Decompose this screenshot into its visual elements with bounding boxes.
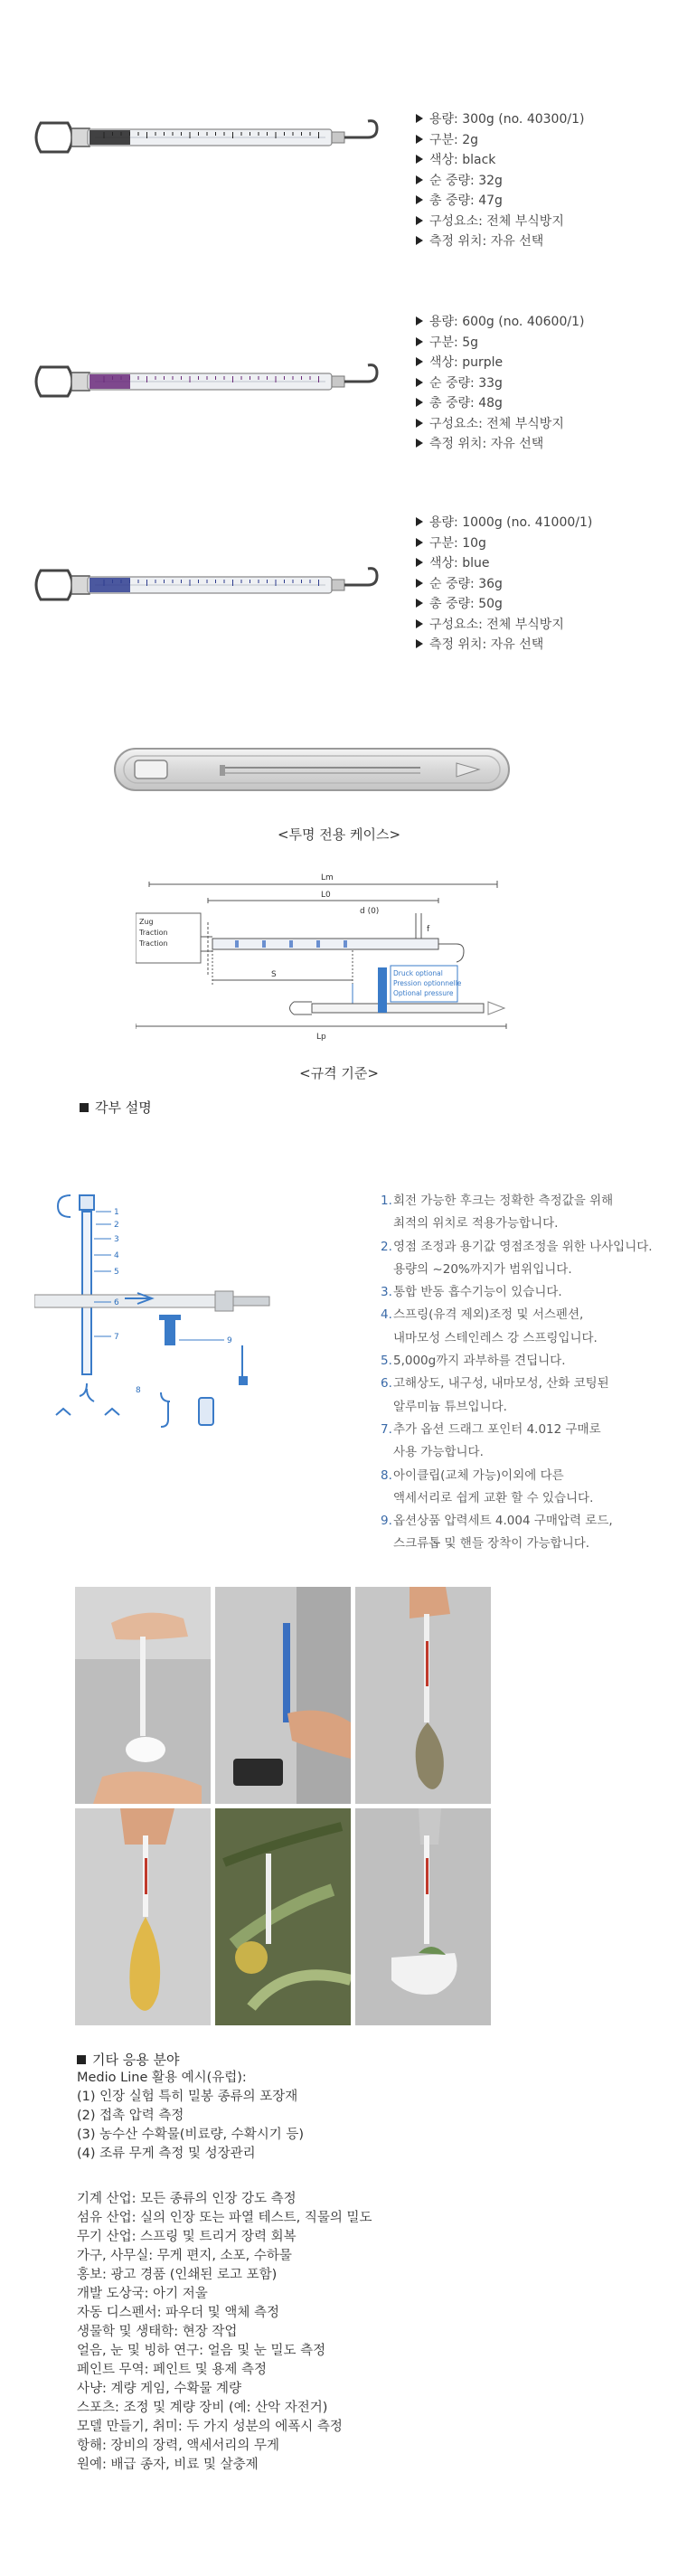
spec-list-300g	[416, 109, 584, 252]
application-item: 원예: 배급 종자, 비료 및 살충제	[77, 2458, 259, 2472]
bullet-triangle-icon	[416, 419, 423, 428]
spec-text: 구성요소: 전체 부식방지	[429, 617, 564, 632]
part-description-line	[381, 1373, 653, 1395]
bullet-triangle-icon	[416, 517, 423, 526]
parts-description-list	[381, 1190, 653, 1556]
spec-text: 구성요소: 전체 부식방지	[429, 213, 564, 229]
bullet-triangle-icon	[416, 558, 423, 567]
spec-text: 구분: 2g	[429, 132, 479, 147]
scale-illustration-600g	[32, 354, 402, 409]
bullet-triangle-icon	[416, 337, 423, 346]
spec-text: 구성요소: 전체 부식방지	[429, 416, 564, 431]
zug-label-3: Traction	[139, 939, 168, 948]
l0-label: L0	[321, 891, 331, 900]
part-description-line	[381, 1510, 653, 1533]
spec-item	[416, 635, 592, 656]
application-intro-line: (2) 접촉 압력 측정	[77, 2109, 184, 2123]
part-number: 9.	[381, 1514, 392, 1529]
spec-list-600g	[416, 312, 584, 455]
applications-intro	[77, 2069, 304, 2164]
spec-item	[416, 594, 592, 615]
photo-bottle-tension	[75, 1587, 211, 1804]
application-intro-line: (4) 조류 무게 측정 및 성장관리	[77, 2147, 256, 2161]
part-description-text: 통합 반동 흡수기능이 있습니다.	[393, 1285, 562, 1300]
part-number	[381, 1259, 393, 1281]
part-number	[381, 1533, 393, 1555]
spec-text: 측정 위치: 자유 선택	[429, 637, 544, 652]
application-intro-line: (3) 농수산 수확물(비료량, 수확시기 등)	[77, 2128, 304, 2142]
spec-list-1000g	[416, 513, 592, 656]
bullet-triangle-icon	[416, 114, 423, 123]
bullet-triangle-icon	[416, 579, 423, 588]
part-description-text: 용량의 ~20%까지가 범위입니다.	[393, 1261, 572, 1277]
case-caption: <투명 전용 케이스>	[277, 826, 401, 843]
part-description-text: 스크류톱 및 핸들 장착이 가능합니다.	[393, 1536, 590, 1552]
spec-item	[416, 191, 584, 212]
application-item: 생물학 및 생태학: 현장 작업	[77, 2325, 238, 2339]
case-icon	[113, 743, 511, 797]
application-item: 페인트 무역: 페인트 및 용제 측정	[77, 2363, 268, 2377]
part-description-line	[381, 1419, 653, 1441]
application-item: 자동 디스펜서: 파우더 및 액체 측정	[77, 2306, 280, 2320]
bullet-triangle-icon	[416, 155, 423, 164]
parts-heading: 각부 설명	[80, 1098, 152, 1117]
part-description-line	[381, 1327, 653, 1350]
bullet-triangle-icon	[416, 398, 423, 407]
bullet-triangle-icon	[416, 195, 423, 204]
application-intro-line: (1) 인장 실험 특히 밀봉 종류의 포장재	[77, 2090, 298, 2104]
bullet-triangle-icon	[416, 439, 423, 448]
spec-item	[416, 574, 592, 595]
spec-item	[416, 109, 584, 130]
part-number: 2.	[381, 1239, 392, 1254]
dimension-drawing	[136, 868, 533, 1049]
spring-scale-600g-icon	[32, 354, 402, 409]
applications-heading: 기타 응용 분야	[77, 2050, 179, 2069]
part-marker-1: 1	[114, 1208, 119, 1217]
spec-item	[416, 414, 584, 435]
part-marker-6: 6	[114, 1298, 119, 1307]
spring-scale-300g-icon	[32, 110, 402, 165]
bullet-triangle-icon	[416, 538, 423, 547]
zug-label-2: Traction	[139, 929, 168, 937]
spec-text: 색상: blue	[429, 556, 490, 571]
part-marker-7: 7	[114, 1333, 119, 1342]
spec-caption: <규격 기준>	[299, 1065, 379, 1081]
part-number: 1.	[381, 1194, 392, 1208]
parts-diagram	[34, 1175, 369, 1447]
part-description-text: 영점 조정과 용기값 영점조정을 위한 나사입니다.	[393, 1239, 653, 1254]
spec-text: 구분: 5g	[429, 335, 479, 350]
spec-text: 구분: 10g	[429, 535, 486, 551]
spec-item	[416, 533, 592, 554]
application-item: 스포츠: 조정 및 계량 장비 (예: 산악 자전거)	[77, 2401, 328, 2415]
spec-text: 총 중량: 50g	[429, 597, 503, 611]
part-description-text: 사용 가능합니다.	[393, 1445, 484, 1460]
part-number: 3.	[381, 1285, 392, 1300]
spec-item	[416, 373, 584, 394]
spec-item	[416, 150, 584, 171]
application-item: 개발 도상국: 아기 저울	[77, 2287, 208, 2301]
spec-text: 순 중량: 36g	[429, 576, 503, 591]
application-item: 사냥: 계량 게임, 수확물 계량	[77, 2382, 242, 2396]
bullet-triangle-icon	[416, 216, 423, 225]
photo-fish-weight	[355, 1587, 491, 1804]
zug-label-1: Zug	[139, 918, 154, 926]
spec-item	[416, 212, 584, 232]
part-description-line	[381, 1350, 653, 1373]
application-intro-line: Medio Line 활용 예시(유럽):	[77, 2071, 247, 2085]
transparent-case-image	[113, 743, 511, 797]
scale-illustration-300g	[32, 110, 402, 165]
spec-item	[416, 130, 584, 151]
spec-text: 총 중량: 47g	[429, 193, 503, 208]
bullet-triangle-icon	[416, 316, 423, 326]
spec-item	[416, 553, 592, 574]
part-description-line	[381, 1213, 653, 1235]
part-description-text: 알루미늄 튜브입니다.	[393, 1399, 507, 1414]
part-description-line	[381, 1441, 653, 1464]
d0-label: d (0)	[360, 907, 380, 916]
application-item: 홍보: 광고 경품 (인쇄된 로고 포함)	[77, 2268, 278, 2282]
photo-plant-branch	[215, 1808, 351, 2025]
bullet-triangle-icon	[416, 135, 423, 144]
druck-label-2: Pression optionnelle	[393, 979, 462, 987]
part-marker-4: 4	[114, 1251, 119, 1260]
part-number	[381, 1327, 393, 1350]
dimension-diagram-icon	[136, 868, 533, 1049]
spec-item	[416, 434, 584, 455]
bullet-triangle-icon	[416, 357, 423, 366]
parts-diagram-icon	[34, 1175, 369, 1447]
photo-bird-weight	[355, 1808, 491, 2025]
spec-item	[416, 171, 584, 192]
spec-item	[416, 615, 592, 636]
s-label: S	[271, 970, 277, 979]
part-description-line	[381, 1281, 653, 1304]
part-number: 4.	[381, 1307, 392, 1323]
part-description-text: 5,000g까지 과부하를 견딥니다.	[393, 1354, 566, 1369]
application-item: 섬유 산업: 실의 인장 또는 파열 테스트, 직물의 밀도	[77, 2211, 372, 2225]
spec-text: 색상: black	[429, 153, 496, 167]
bullet-triangle-icon	[416, 236, 423, 245]
bullet-triangle-icon	[416, 599, 423, 608]
photo-phone-press	[215, 1587, 351, 1804]
part-marker-3: 3	[114, 1235, 119, 1244]
bullet-triangle-icon	[416, 378, 423, 387]
spec-text: 측정 위치: 자유 선택	[429, 437, 544, 451]
application-item: 항해: 장비의 장력, 액세서리의 무게	[77, 2439, 280, 2453]
spec-item	[416, 513, 592, 533]
spec-text: 용량: 1000g (no. 41000/1)	[429, 515, 593, 530]
part-marker-2: 2	[114, 1221, 119, 1230]
part-description-text: 아이클립(교체 가능)이외에 다른	[393, 1467, 564, 1483]
part-description-text: 액세서리로 쉽게 교환 할 수 있습니다.	[393, 1490, 594, 1505]
bullet-triangle-icon	[416, 175, 423, 184]
spec-item	[416, 312, 584, 333]
lm-label: Lm	[321, 873, 334, 882]
spec-text: 용량: 600g (no. 40600/1)	[429, 315, 585, 329]
application-item: 무기 산업: 스프링 및 트리거 장력 회복	[77, 2230, 297, 2244]
photo-corn-weight	[75, 1808, 211, 2025]
part-number: 8.	[381, 1467, 392, 1483]
part-description-text: 고해상도, 내구성, 내마모성, 산화 코팅된	[393, 1376, 609, 1392]
part-description-line	[381, 1259, 653, 1281]
spec-text: 색상: purple	[429, 355, 504, 370]
part-description-text: 스프링(유격 제외)조정 및 서스펜션,	[393, 1307, 584, 1323]
application-item: 기계 산업: 모든 종류의 인장 강도 측정	[77, 2192, 297, 2206]
application-item: 얼음, 눈 및 빙하 연구: 얼음 및 눈 밀도 측정	[77, 2344, 326, 2358]
bullet-triangle-icon	[416, 619, 423, 628]
bullet-triangle-icon	[416, 639, 423, 648]
part-description-line	[381, 1304, 653, 1326]
druck-label-3: Optional pressure	[393, 989, 454, 997]
part-description-line	[381, 1487, 653, 1510]
spec-text: 순 중량: 33g	[429, 375, 503, 391]
spec-item	[416, 231, 584, 252]
spec-item	[416, 393, 584, 414]
part-number: 6.	[381, 1376, 392, 1392]
application-item: 가구, 사무실: 무게 편지, 소포, 수하물	[77, 2249, 292, 2263]
spec-text: 용량: 300g (no. 40300/1)	[429, 112, 585, 127]
part-marker-8: 8	[136, 1386, 141, 1395]
spec-item	[416, 353, 584, 373]
part-description-line	[381, 1190, 653, 1213]
part-description-line	[381, 1236, 653, 1259]
spring-scale-1000g-icon	[32, 558, 402, 612]
part-description-line	[381, 1396, 653, 1419]
part-description-line	[381, 1533, 653, 1555]
scale-illustration-1000g	[32, 558, 402, 612]
lp-label: Lp	[316, 1033, 326, 1042]
spec-item	[416, 333, 584, 354]
part-number: 5.	[381, 1354, 392, 1369]
spec-text: 순 중량: 32g	[429, 173, 503, 188]
part-marker-9: 9	[227, 1336, 232, 1345]
applications-list	[77, 2190, 372, 2475]
part-number	[381, 1487, 393, 1510]
druck-label-1: Druck optional	[393, 969, 443, 977]
part-number	[381, 1396, 393, 1419]
f-label: f	[427, 925, 430, 934]
spec-text: 총 중량: 48g	[429, 396, 503, 410]
part-number: 7.	[381, 1421, 392, 1437]
part-description-text: 옵션상품 압력세트 4.004 구매압력 로드,	[393, 1514, 613, 1529]
part-marker-5: 5	[114, 1268, 119, 1277]
application-item: 모델 만들기, 취미: 두 가지 성분의 에폭시 측정	[77, 2420, 343, 2434]
part-description-text: 추가 옵션 드래그 포인터 4.012 구매로	[393, 1421, 601, 1437]
part-description-line	[381, 1465, 653, 1487]
spec-text: 측정 위치: 자유 선택	[429, 234, 544, 249]
part-number	[381, 1441, 393, 1464]
part-description-text: 회전 가능한 후크는 정확한 측정값을 위해	[393, 1194, 614, 1208]
part-description-text: 내마모성 스테인레스 강 스프링입니다.	[393, 1330, 598, 1345]
part-description-text: 최적의 위치로 적용가능합니다.	[393, 1216, 559, 1231]
part-number	[381, 1213, 393, 1235]
